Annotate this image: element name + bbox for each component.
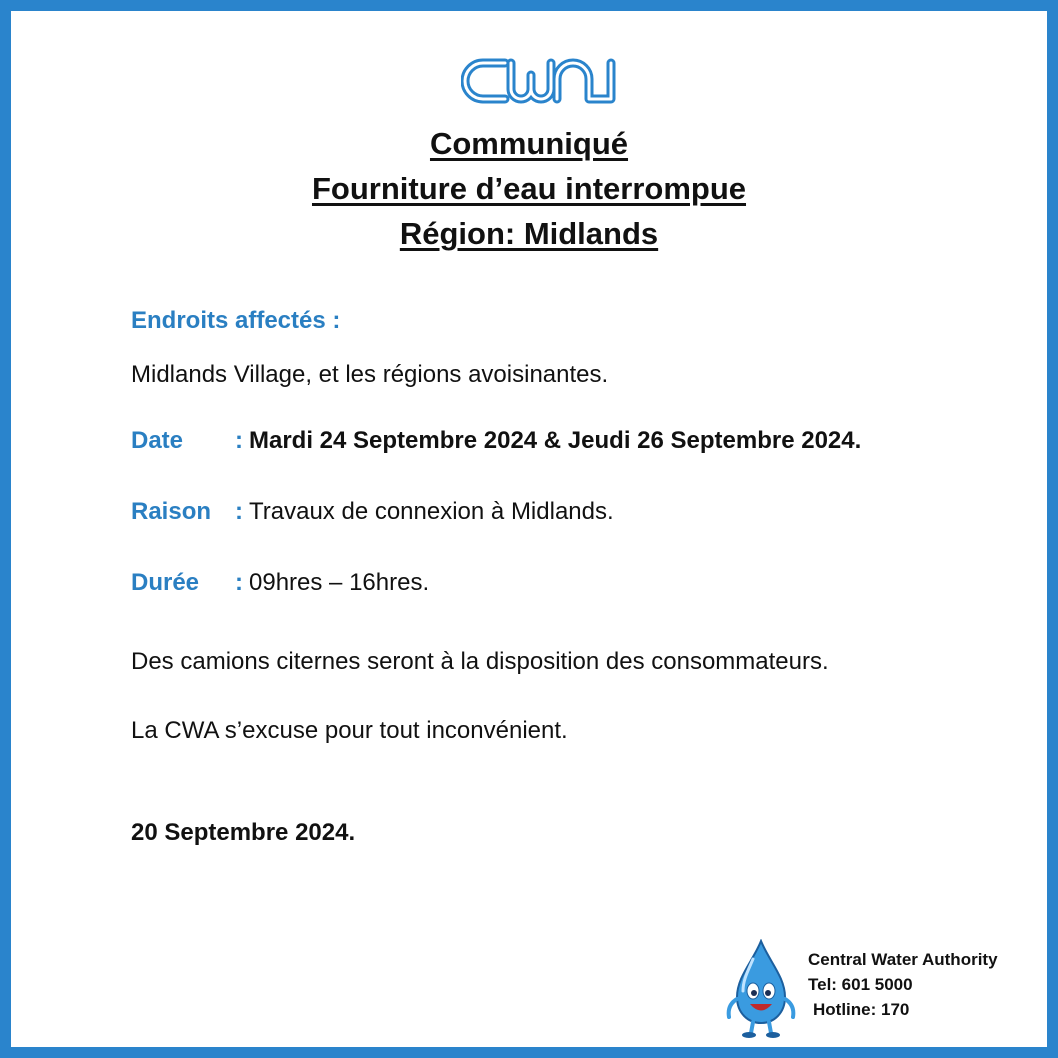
contact-tel: Tel: 601 5000 <box>808 975 913 994</box>
notice-title <box>11 121 1047 256</box>
raison-value: Travaux de connexion à Midlands. <box>249 498 614 525</box>
title-subject: Fourniture d’eau interrompue <box>311 171 747 206</box>
contact-org: Central Water Authority <box>808 950 998 969</box>
raison-colon: : <box>235 498 243 525</box>
raison-label: Raison <box>131 498 212 525</box>
issue-date: 20 Septembre 2024. <box>131 819 356 846</box>
contact-block <box>808 947 998 1022</box>
title-communique: Communiqué <box>429 126 629 161</box>
raison-row <box>131 498 614 526</box>
title-region: Région: Midlands <box>399 216 659 251</box>
duree-value: 09hres – 16hres. <box>249 569 430 596</box>
date-row <box>131 427 861 455</box>
duree-colon: : <box>235 569 243 596</box>
water-drop-mascot-icon <box>723 939 799 1039</box>
date-colon: : <box>235 427 243 454</box>
date-label: Date <box>131 427 184 454</box>
date-value: Mardi 24 Septembre 2024 & Jeudi 26 Septembre 2024. <box>249 427 862 454</box>
tankers-note: Des camions citernes seront à la disposition des consommateurs. <box>131 648 829 675</box>
affected-value: Midlands Village, et les régions avoisinantes. <box>131 361 609 388</box>
duree-row <box>131 569 429 597</box>
affected-label: Endroits affectés : <box>131 307 341 334</box>
apology-note: La CWA s’excuse pour tout inconvénient. <box>131 717 568 744</box>
cwa-logo-icon <box>461 55 616 111</box>
duree-label: Durée <box>131 569 200 596</box>
contact-hotline: Hotline: 170 <box>813 1000 910 1019</box>
